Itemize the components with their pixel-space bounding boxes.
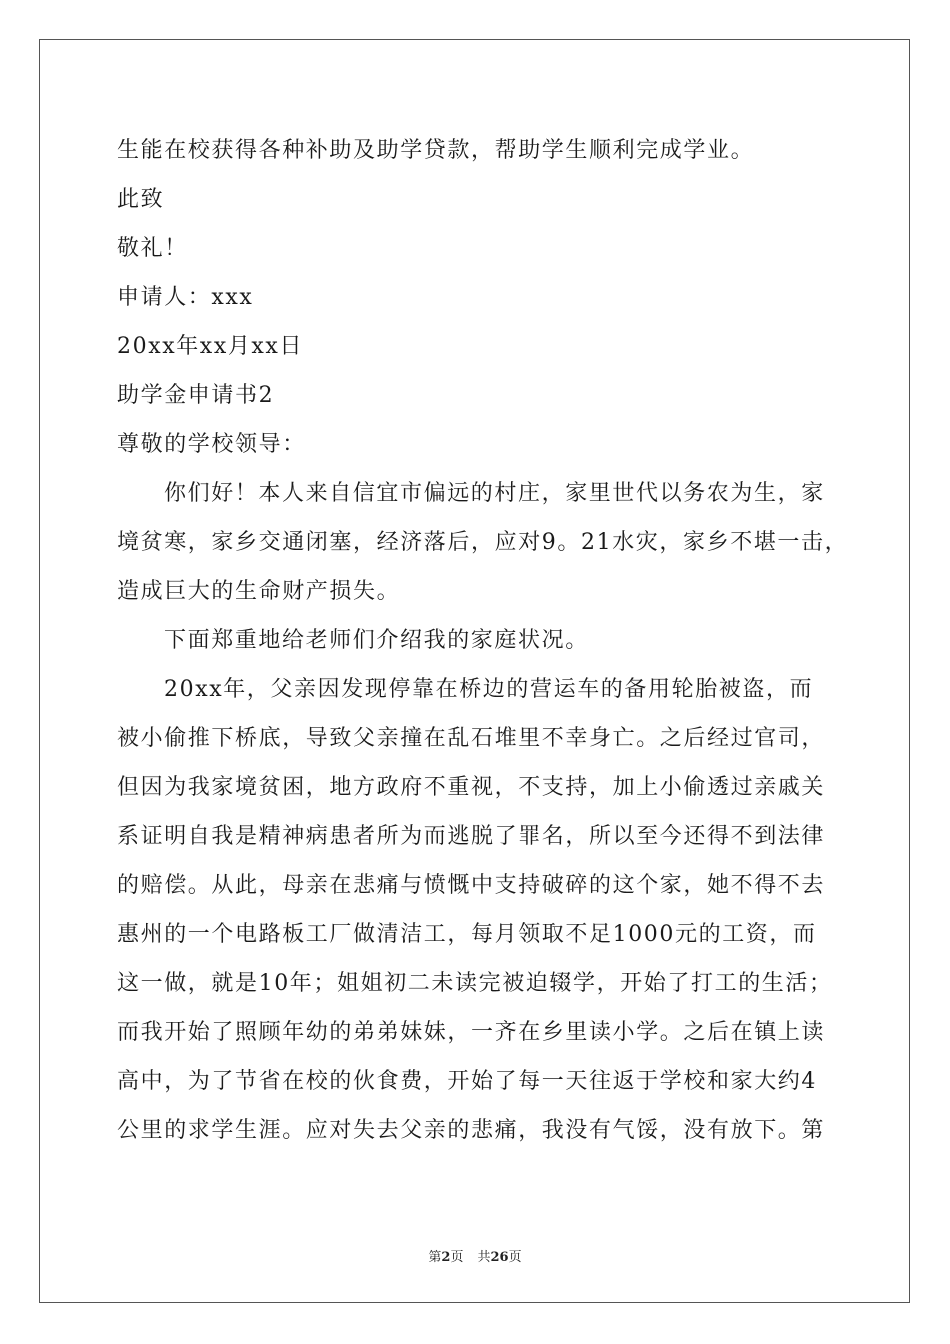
text-line: 系证明自我是精神病患者所为而逃脱了罪名，所以至今还得不到法律 <box>117 824 826 849</box>
footer-page-suffix: 页 <box>450 1250 464 1265</box>
text-line: 惠州的一个电路板工厂做清洁工，每月领取不足1000元的工资，而 <box>117 922 817 947</box>
text-line: 高中，为了节省在校的伙食费，开始了每一天往返于学校和家大约4 <box>117 1069 817 1094</box>
text-line: 而我开始了照顾年幼的弟弟妹妹，一齐在乡里读小学。之后在镇上读 <box>117 1020 826 1045</box>
text-line: 这一做，就是10年；姐姐初二未读完被迫辍学，开始了打工的生活； <box>117 971 833 996</box>
text-line: 境贫寒，家乡交通闭塞，经济落后，应对9。21水灾，家乡不堪一击， <box>117 530 849 555</box>
footer-total-suffix: 页 <box>508 1250 522 1265</box>
closing-salutation: 此致 <box>117 187 165 212</box>
text-line: 下面郑重地给老师们介绍我的家庭状况。 <box>164 628 589 653</box>
text-line: 但因为我家境贫困，地方政府不重视，不支持，加上小偷透过亲戚关 <box>117 775 826 800</box>
section-title: 助学金申请书2 <box>117 383 275 408</box>
footer-total-prefix: 共 <box>477 1250 491 1265</box>
closing-regards: 敬礼！ <box>117 236 188 261</box>
text-line: 公里的求学生涯。应对失去父亲的悲痛，我没有气馁，没有放下。第 <box>117 1118 826 1143</box>
text-line: 20xx年，父亲因发现停靠在桥边的营运车的备用轮胎被盗，而 <box>164 677 814 702</box>
text-line: 造成巨大的生命财产损失。 <box>117 579 401 604</box>
text-line: 的赔偿。从此，母亲在悲痛与愤慨中支持破碎的这个家，她不得不去 <box>117 873 826 898</box>
text-line: 被小偷推下桥底，导致父亲撞在乱石堆里不幸身亡。之后经过官司， <box>117 726 826 751</box>
current-page-number: 2 <box>441 1250 451 1265</box>
letter-greeting: 尊敬的学校领导： <box>117 432 306 457</box>
text-line: 你们好！本人来自信宜市偏远的村庄，家里世代以务农为生，家 <box>164 481 825 506</box>
document-body <box>117 126 849 1155</box>
letter-date: 20xx年xx月xx日 <box>117 334 304 359</box>
footer-prefix: 第 <box>428 1250 442 1265</box>
page-footer <box>0 1246 950 1265</box>
total-page-count: 26 <box>490 1250 509 1265</box>
applicant-signature: 申请人：xxx <box>117 285 254 310</box>
text-line: 生能在校获得各种补助及助学贷款，帮助学生顺利完成学业。 <box>117 138 755 163</box>
